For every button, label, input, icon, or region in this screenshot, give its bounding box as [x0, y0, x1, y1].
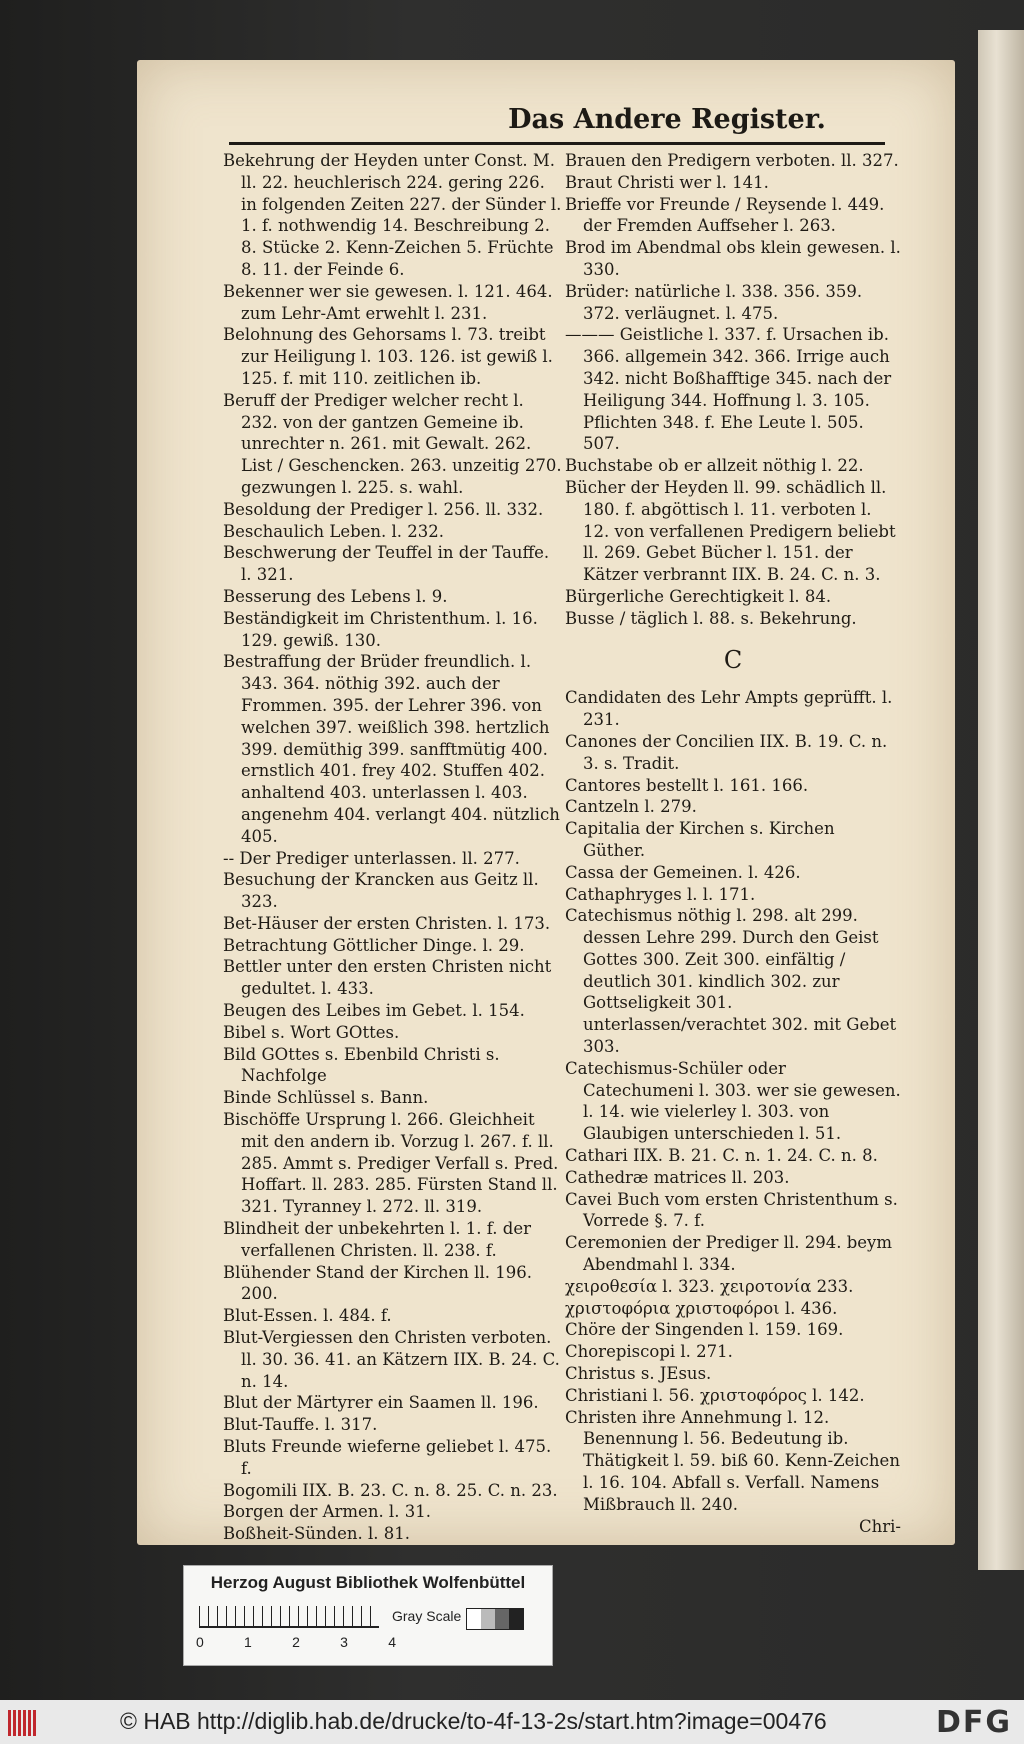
index-entry: Beruff der Prediger welcher recht l. 232. von der gantzen Gemeine ib. unrechter n. 261. mit Gewalt. 262. List / Geschencken. 263. unzeitig 270. gezwungen l. 225. s. wahl.	[223, 390, 562, 497]
letter-heading-c: C	[723, 645, 743, 674]
index-entry: Blühender Stand der Kirchen ll. 196. 200.	[223, 1262, 532, 1304]
index-entry: Binde Schlüssel s. Bann.	[223, 1088, 429, 1108]
index-entry: Bogomili IIX. B. 23. C. n. 8. 25. C. n. 23.	[223, 1480, 558, 1500]
library-name: Herzog August Bibliothek Wolfenbüttel	[210, 1573, 526, 1592]
index-entry: Canones der Concilien IIX. B. 19. C. n. 3. s. Tradit.	[565, 731, 888, 773]
index-entry: Bestraffung der Brüder freundlich. l. 343. 364. nöthig 392. auch der Frommen. 395. der Lehrer 396. von welchen 397. weißlich 398. hertzlich 399. demüthig 399. sanfftmütig 400. ernstlich 401. frey 402. Stuffen 402. anhaltend 403. unterlassen l. 403. angenehm 404. verlangt 404. nützlich 405.	[223, 652, 560, 846]
index-entry: Belohnung des Gehorsams l. 73. treibt zur Heiligung l. 103. 126. ist gewiß l. 125. f. mit 110. zeitlichen ib.	[223, 325, 553, 388]
color-calibration-card	[183, 1565, 553, 1666]
index-entry: Capitalia der Kirchen s. Kirchen Güther.	[565, 819, 835, 860]
index-entry: Busse / täglich l. 88. s. Bekehrung.	[565, 608, 857, 628]
index-entry: Cathari IIX. B. 21. C. n. 1. 24. C. n. 8.	[565, 1146, 878, 1166]
index-entry: Christen ihre Annehmung l. 12. Benennung l. 56. Bedeutung ib. Thätigkeit l. 59. biß 60. Kenn-Zeichen l. 16. 104. Abfall s. Verfall. Namens Mißbrauch ll. 240.	[565, 1407, 900, 1514]
index-entry: Cantores bestellt l. 161. 166.	[565, 775, 809, 795]
index-entry: Bild GOttes s. Ebenbild Christi s. Nachfolge	[223, 1044, 500, 1086]
index-entry: Christus s. JEsus.	[565, 1364, 712, 1384]
index-entry: Brauen den Predigern verboten. ll. 327.	[565, 151, 899, 170]
head-rule	[229, 142, 885, 145]
index-entry: χειροθεσία l. 323. χειροτονία 233.	[565, 1276, 854, 1296]
next-page-edge	[978, 30, 1024, 1570]
ruler-number: 1	[244, 1634, 252, 1650]
index-entry: Betrachtung Göttlicher Dinge. l. 29.	[223, 935, 525, 955]
index-entry: Bücher der Heyden ll. 99. schädlich ll. 180. f. abgöttisch l. 11. verboten l. 12. von verfallenen Predigern beliebt ll. 269. Gebet Bücher l. 151. der Kätzer verbrannt IIX. B. 24. C. n. 3.	[565, 477, 896, 585]
dfg-logo: DFG	[935, 1705, 1012, 1740]
index-entry: Blut-Vergiessen den Christen verboten. ll. 30. 36. 41. an Kätzern IIX. B. 24. C. n. 14.	[223, 1328, 560, 1391]
index-entry: Cathaphryges l. l. 171.	[565, 884, 756, 904]
right-column-c-entries	[565, 687, 901, 1515]
gray-scale-label: Gray Scale	[392, 1608, 462, 1624]
index-entry: Chorepiscopi l. 271.	[565, 1342, 733, 1362]
index-entry: Brod im Abendmal obs klein gewesen. l. 330.	[565, 238, 901, 279]
index-entry: Ceremonien der Prediger ll. 294. beym Abendmahl l. 334.	[565, 1233, 892, 1275]
ruler-number: 2	[292, 1634, 300, 1650]
index-entry: Blut der Märtyrer ein Saamen ll. 196.	[223, 1393, 539, 1413]
index-entry: Beugen des Leibes im Gebet. l. 154.	[223, 1001, 525, 1021]
index-entry: Chöre der Singenden l. 159. 169.	[565, 1320, 844, 1340]
ruler-scale	[199, 1606, 379, 1628]
index-entry: Besuchung der Krancken aus Geitz ll. 323.	[223, 870, 539, 912]
index-entry: Beschaulich Leben. l. 232.	[223, 521, 445, 541]
index-entry: Blut-Tauffe. l. 317.	[223, 1415, 378, 1435]
index-entry: Catechismus-Schüler oder Catechumeni l. 303. wer sie gewesen. l. 14. wie vielerley l. 303. von Glaubigen unterschieden l. 51.	[565, 1058, 901, 1144]
index-entry: Bettler unter den ersten Christen nicht gedultet. l. 433.	[223, 957, 552, 999]
index-entry: Cathedræ matrices ll. 203.	[565, 1167, 790, 1187]
index-entry: Blut-Essen. l. 484. f.	[223, 1306, 392, 1326]
index-entry: Bibel s. Wort GOttes.	[223, 1022, 400, 1042]
footer-link[interactable]: © HAB http://diglib.hab.de/drucke/to-4f-13-2s/start.htm?image=00476	[120, 1708, 827, 1734]
index-entry: Bischöffe Ursprung l. 266. Gleichheit mit den andern ib. Vorzug l. 267. f. ll. 285. Ammt s. Prediger Verfall s. Pred. Hoffart. ll. 283. 285. Fürsten Stand ll. 321. Tyranney l. 272. ll. 319.	[223, 1110, 559, 1217]
index-entry: Brüder: natürliche l. 338. 356. 359. 372. verläugnet. l. 475.	[565, 281, 863, 323]
index-entry: Christiani l. 56. χριστοφόρος l. 142.	[565, 1385, 865, 1405]
footer-bar	[0, 1700, 1024, 1744]
index-entry: Buchstabe ob er allzeit nöthig l. 22.	[565, 456, 864, 476]
right-column-b-entries	[565, 150, 901, 630]
index-entry: Bet-Häuser der ersten Christen. l. 173.	[223, 913, 551, 933]
index-entry: Cavei Buch vom ersten Christenthum s. Vorrede §. 7. f.	[565, 1189, 898, 1231]
index-entry: Candidaten des Lehr Ampts geprüfft. l. 231.	[565, 688, 893, 730]
index-entry: Bekehrung der Heyden unter Const. M. ll. 22. heuchlerisch 224. gering 226. in folgenden Zeiten 227. der Sünder l. 1. f. nothwendig 14. Beschreibung 2. 8. Stücke 2. Kenn-Zeichen 5. Früchte 8. 11. der Feinde 6.	[223, 151, 562, 279]
index-entry: Beständigkeit im Christenthum. l. 16. 129. gewiß. 130.	[223, 608, 538, 650]
hab-logo-icon	[8, 1710, 38, 1736]
catchword: Chri-	[859, 1516, 901, 1536]
ruler-number: 3	[340, 1634, 348, 1650]
index-entry: Besserung des Lebens l. 9.	[223, 586, 448, 606]
right-column	[565, 150, 901, 1537]
scanned-page	[137, 60, 955, 1545]
index-entry: Borgen der Armen. l. 31.	[223, 1502, 431, 1522]
index-entry: Cassa der Gemeinen. l. 426.	[565, 862, 801, 882]
index-entry: Beschwerung der Teuffel in der Tauffe. l. 321.	[223, 543, 550, 585]
index-entry: Braut Christi wer l. 141.	[565, 172, 769, 192]
running-head: Das Andere Register.	[508, 104, 826, 135]
index-entry: Blindheit der unbekehrten l. 1. f. der verfallenen Christen. ll. 238. f.	[223, 1219, 531, 1260]
ruler-number: 4	[388, 1634, 396, 1650]
index-entry: Bekenner wer sie gewesen. l. 121. 464. zum Lehr-Amt erwehlt l. 231.	[223, 281, 553, 323]
index-entry: χριστοφόρια χριστοφόροι l. 436.	[565, 1298, 838, 1318]
index-entry: ——— Geistliche l. 337. f. Ursachen ib. 366. allgemein 342. 366. Irrige auch 342. nicht Boßhafftige 345. nach der Heiligung 344. Hoffnung l. 3. 105. Pflichten 348. f. Ehe Leute l. 505. 507.	[565, 325, 892, 454]
index-entry: Brieffe vor Freunde / Reysende l. 449. der Fremden Auffseher l. 263.	[565, 194, 885, 236]
ruler-numbers	[196, 1634, 396, 1650]
index-entry: Bürgerliche Gerechtigkeit l. 84.	[565, 586, 832, 606]
index-entry: Besoldung der Prediger l. 256. ll. 332.	[223, 499, 544, 519]
left-column	[223, 150, 563, 1545]
index-entry: Cantzeln l. 279.	[565, 797, 697, 817]
gray-scale-swatches	[466, 1608, 524, 1630]
ruler-number: 0	[196, 1634, 204, 1650]
index-entry: Bluts Freunde wieferne geliebet l. 475. f.	[223, 1437, 552, 1478]
index-entry: Boßheit-Sünden. l. 81.	[223, 1524, 410, 1544]
index-entry: -- Der Prediger unterlassen. ll. 277.	[223, 848, 520, 868]
index-entry: Catechismus nöthig l. 298. alt 299. dessen Lehre 299. Durch den Geist Gottes 300. Zeit 300. einfältig / deutlich 301. kindlich 302. zur Gottseligkeit 301. unterlassen/verachtet 302. mit Gebet 303.	[565, 906, 897, 1057]
